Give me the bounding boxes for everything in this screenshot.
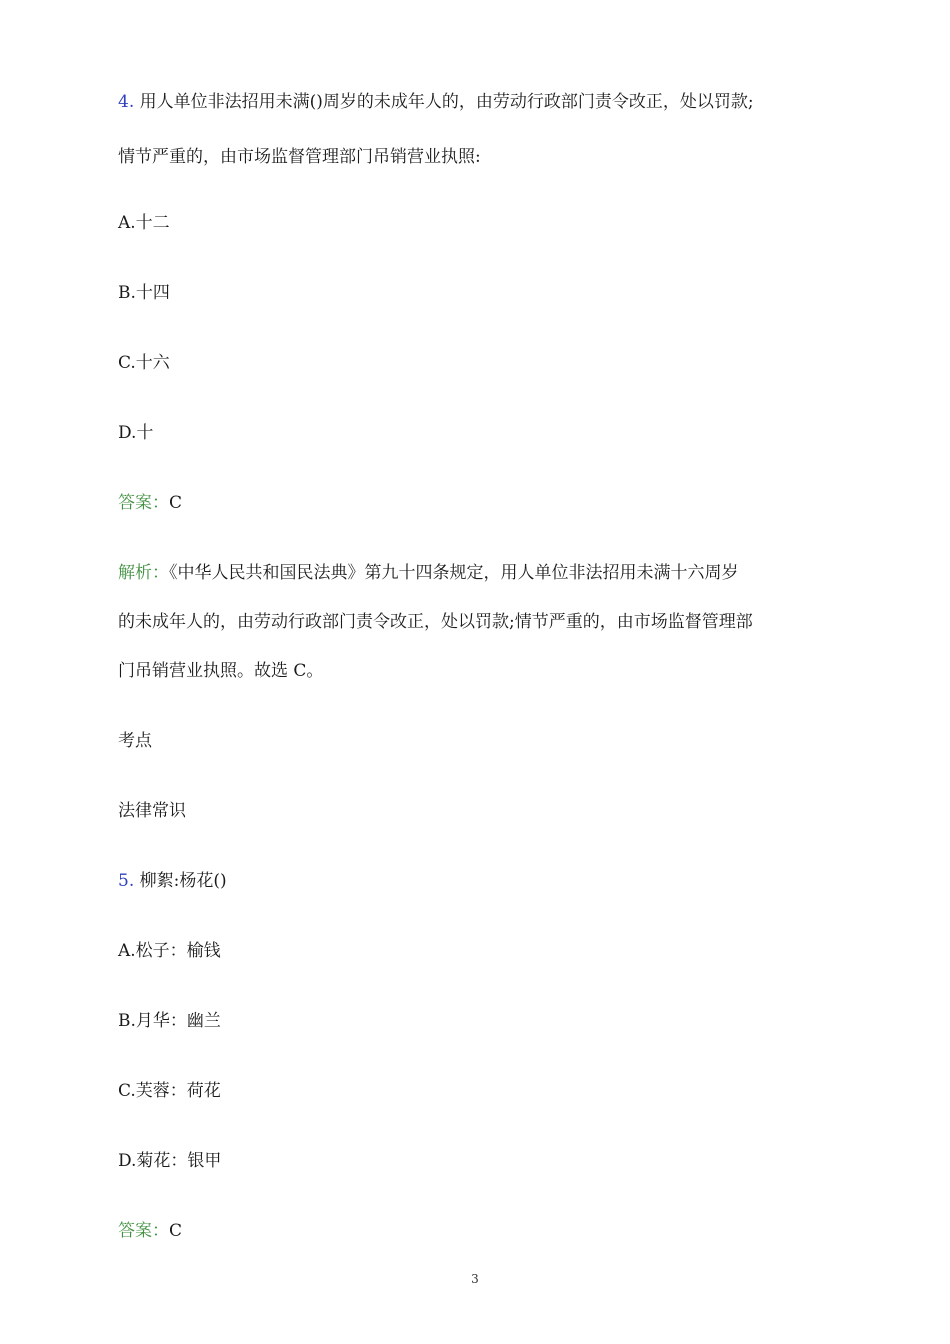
question-stem: 柳絮:杨花() — [139, 871, 227, 891]
option-c: C.十六 — [118, 353, 170, 373]
option-b: B.月华：幽兰 — [118, 1011, 221, 1031]
answer — [118, 1220, 182, 1242]
question-4-stem-line2: 情节严重的，由市场监督管理部门吊销营业执照: — [118, 147, 481, 167]
question-stem: 用人单位非法招用未满()周岁的未成年人的，由劳动行政部门责令改正，处以罚款; — [139, 92, 754, 112]
option-a: A.松子：榆钱 — [118, 941, 221, 961]
analysis-text: 《中华人民共和国民法典》第九十四条规定，用人单位非法招用未满十六周岁 — [169, 563, 739, 583]
question-number: 5 — [118, 871, 129, 891]
question-number-dot: . — [128, 871, 135, 891]
question-5-stem — [118, 870, 227, 892]
analysis-line3: 门吊销营业执照。故选 C。 — [118, 661, 324, 681]
option-b: B.十四 — [118, 283, 170, 303]
kaodian-value: 法律常识 — [118, 801, 186, 821]
question-number: 4 — [118, 92, 129, 112]
answer-label: 答案： — [118, 1221, 169, 1241]
analysis-label: 解析： — [118, 563, 169, 583]
answer-value: C — [169, 1221, 183, 1241]
option-a: A.十二 — [118, 213, 170, 233]
answer-value: C — [169, 493, 183, 513]
option-d: D.十 — [118, 423, 154, 443]
analysis-line2: 的未成年人的，由劳动行政部门责令改正，处以罚款;情节严重的，由市场监督管理部 — [118, 612, 753, 632]
option-c: C.芙蓉：荷花 — [118, 1081, 221, 1101]
answer-label: 答案： — [118, 493, 169, 513]
question-number-dot: . — [128, 92, 135, 112]
analysis-line1 — [118, 562, 739, 584]
page-number: 3 — [471, 1272, 479, 1286]
option-d: D.菊花：银甲 — [118, 1151, 222, 1171]
answer — [118, 492, 182, 514]
question-4-stem-line1 — [118, 91, 754, 113]
kaodian-label: 考点 — [118, 731, 152, 751]
